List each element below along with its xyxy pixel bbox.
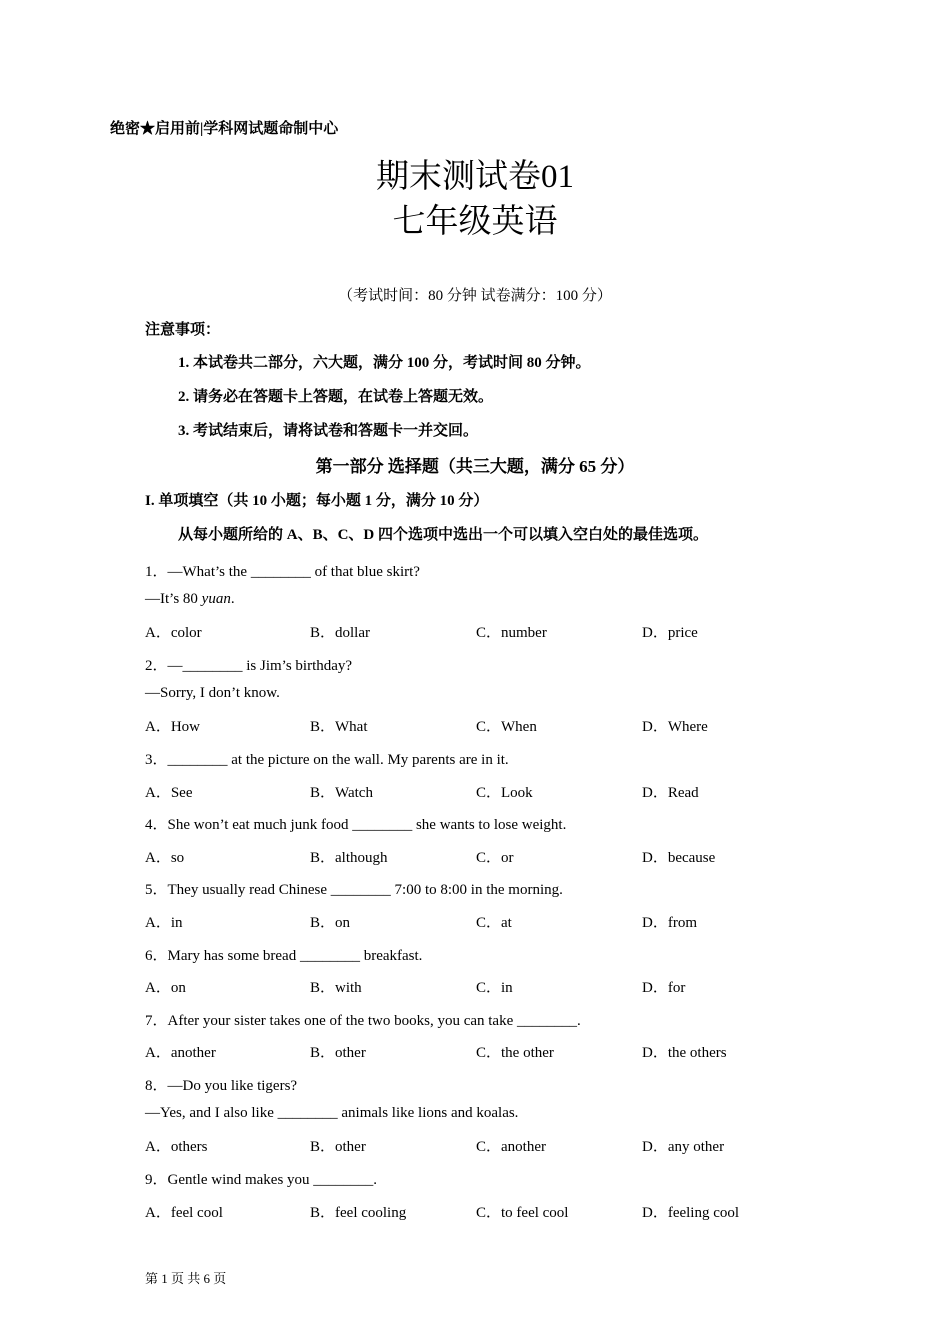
option-b: B．Watch	[310, 785, 373, 801]
question-stem: 1．—What’s the ________ of that blue skirt?	[145, 564, 420, 580]
notice-item: 1. 本试卷共二部分，六大题，满分 100 分，考试时间 80 分钟。	[178, 355, 591, 371]
exam-info: （考试时间：80 分钟 试卷满分：100 分）	[338, 288, 612, 304]
option-b: B．with	[310, 980, 362, 996]
option-c: C．or	[476, 850, 514, 866]
option-d: D．the others	[642, 1045, 727, 1061]
question-stem: 9．Gentle wind makes you ________.	[145, 1172, 378, 1188]
option-d: D．because	[642, 850, 716, 866]
option-c: C．the other	[476, 1045, 554, 1061]
notice-heading: 注意事项：	[145, 322, 221, 338]
option-c: C．in	[476, 980, 513, 996]
option-b: B．other	[310, 1139, 366, 1155]
option-a: A．so	[145, 850, 185, 866]
option-c: C．to feel cool	[476, 1205, 569, 1221]
option-d: D．for	[642, 980, 686, 996]
option-d: D．price	[642, 625, 698, 641]
option-a: A．See	[145, 785, 193, 801]
question-stem: 5．They usually read Chinese ________ 7:00 to 8:00 in the morning.	[145, 882, 563, 898]
question-answer-line: —Yes, and I also like ________ animals like lions and koalas.	[145, 1105, 519, 1121]
option-c: C．Look	[476, 785, 533, 801]
option-b: B．feel cooling	[310, 1205, 407, 1221]
option-d: D．feeling cool	[642, 1205, 740, 1221]
question-stem: 7．After your sister takes one of the two books, you can take ________.	[145, 1013, 581, 1029]
option-a: A．feel cool	[145, 1205, 223, 1221]
question-stem: 6．Mary has some bread ________ breakfast.	[145, 948, 423, 964]
page-footer: 第 1 页 共 6 页	[145, 1271, 227, 1286]
option-a: A．another	[145, 1045, 216, 1061]
option-a: A．in	[145, 915, 183, 931]
option-a: A．How	[145, 719, 200, 735]
option-d: D．any other	[642, 1139, 725, 1155]
option-a: A．on	[145, 980, 186, 996]
option-c: C．number	[476, 625, 547, 641]
notice-item: 2. 请务必在答题卡上答题，在试卷上答题无效。	[178, 389, 494, 405]
option-b: B．dollar	[310, 625, 370, 641]
question-stem: 4．She won’t eat much junk food ________ she wants to lose weight.	[145, 817, 567, 833]
option-a: A．color	[145, 625, 202, 641]
question-answer-line: —It’s 80 yuan.	[145, 591, 235, 607]
instruction: 从每小题所给的 A、B、C、D 四个选项中选出一个可以填入空白处的最佳选项。	[178, 527, 709, 543]
header-tag: 绝密★启用前|学科网试题命制中心	[110, 121, 339, 137]
option-b: B．What	[310, 719, 368, 735]
section-heading: I. 单项填空（共 10 小题；每小题 1 分，满分 10 分）	[145, 493, 489, 509]
option-c: C．at	[476, 915, 512, 931]
part-heading: 第一部分 选择题（共三大题，满分 65 分）	[315, 457, 635, 476]
option-a: A．others	[145, 1139, 208, 1155]
option-b: B．although	[310, 850, 388, 866]
option-c: C．When	[476, 719, 537, 735]
question-answer-line: —Sorry, I don’t know.	[145, 685, 280, 701]
option-c: C．another	[476, 1139, 546, 1155]
option-b: B．on	[310, 915, 351, 931]
exam-title: 期末测试卷01	[376, 159, 574, 195]
option-d: D．Read	[642, 785, 699, 801]
option-d: D．Where	[642, 719, 708, 735]
question-stem: 8．—Do you like tigers?	[145, 1078, 298, 1094]
notice-item: 3. 考试结束后，请将试卷和答题卡一并交回。	[178, 423, 479, 439]
exam-subject: 七年级英语	[392, 204, 558, 240]
option-d: D．from	[642, 915, 697, 931]
question-stem: 3．________ at the picture on the wall. My parents are in it.	[145, 752, 509, 768]
option-b: B．other	[310, 1045, 366, 1061]
question-stem: 2．—________ is Jim’s birthday?	[145, 658, 353, 674]
